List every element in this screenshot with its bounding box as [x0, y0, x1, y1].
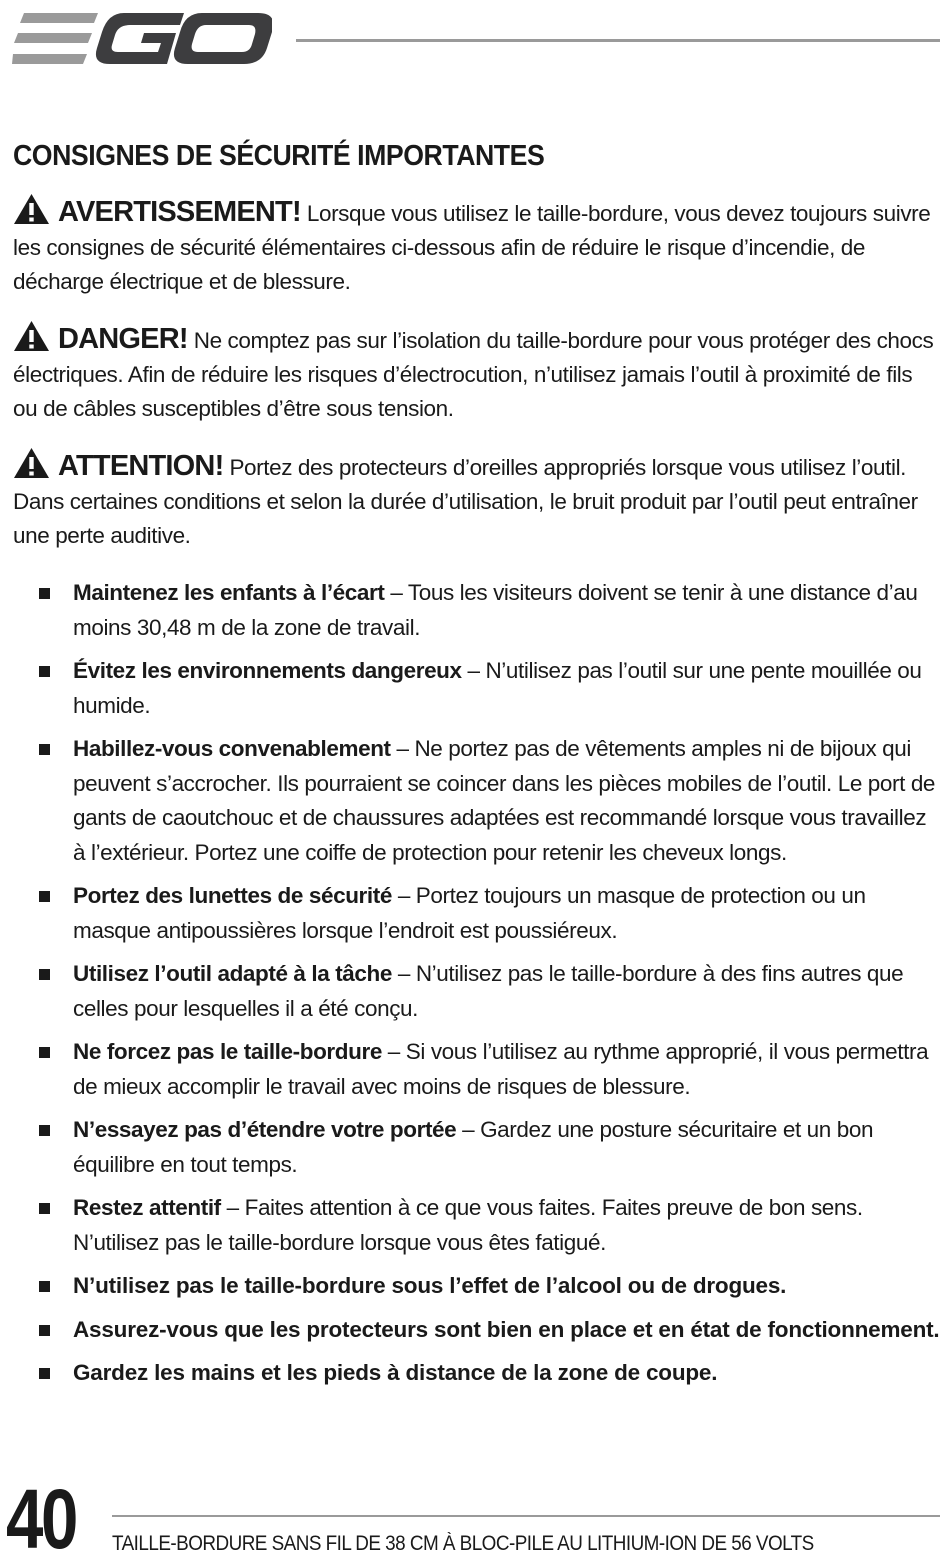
warning-triangle-icon	[13, 193, 50, 225]
list-item	[13, 1035, 940, 1104]
warning-attention	[13, 447, 940, 553]
rule-text: – Gardez une posture sécuritaire et un bon équilibre en tout temps.	[73, 1117, 874, 1177]
rule-text: – Si vous l’utilisez au rythme approprié, il vous permettra de mieux accomplir le travail avec moins de risques de blessure.	[73, 1039, 929, 1099]
list-item	[13, 1313, 940, 1348]
logo-e-bar-top	[20, 13, 98, 23]
logo-g	[96, 13, 184, 64]
bullet-square-icon	[39, 744, 50, 755]
list-item	[13, 1269, 940, 1304]
rule-heading: Évitez les environnements dangereux	[73, 658, 462, 683]
footer-text: TAILLE-BORDURE SANS FIL DE 38 CM À BLOC-PILE AU LITHIUM-ION DE 56 VOLTS	[112, 1532, 814, 1555]
warning-triangle-icon	[13, 320, 50, 352]
list-item	[13, 879, 940, 948]
rule-text: – Ne portez pas de vêtements amples ni de bijoux qui peuvent s’accrocher. Ils pourraient se coincer dans les pièces mobiles de l’outil. Le port de gants de caoutchouc et de chaussures adaptées est recommandé lorsque vous travaillez à l’extérieur. Portez une coiffe de protection pour retenir les cheveux longs.	[73, 736, 936, 865]
bullet-square-icon	[39, 666, 50, 677]
rule-heading: Portez des lunettes de sécurité	[73, 883, 392, 908]
warning-danger	[13, 320, 940, 426]
header-rule	[296, 39, 940, 42]
rule-heading: Maintenez les enfants à l’écart	[73, 580, 385, 605]
bullet-square-icon	[39, 1281, 50, 1292]
rule-text: – Faites attention à ce que vous faites. Faites preuve de bon sens. N’utilisez pas le taille-bordure lorsque vous êtes fatigué.	[73, 1195, 863, 1255]
list-item	[13, 1356, 940, 1391]
rule-heading: N’utilisez pas le taille-bordure sous l’effet de l’alcool ou de drogues.	[73, 1273, 787, 1298]
rule-heading: Ne forcez pas le taille-bordure	[73, 1039, 382, 1064]
warning-text: Portez des protecteurs d’oreilles appropriés lorsque vous utilisez l’outil. Dans certaines conditions et selon la durée d’utilisation, le bruit produit par l’outil peut entraîner une perte auditive.	[13, 455, 918, 548]
list-item	[13, 732, 940, 870]
rule-text: – N’utilisez pas le taille-bordure à des fins autres que celles pour lesquelles il a été conçu.	[73, 961, 904, 1021]
bullet-square-icon	[39, 891, 50, 902]
list-item	[13, 1191, 940, 1260]
rule-heading: Restez attentif	[73, 1195, 221, 1220]
warning-label: AVERTISSEMENT!	[58, 196, 301, 228]
rule-heading: Assurez-vous que les protecteurs sont bien en place et en état de fonctionnement.	[73, 1316, 940, 1342]
warning-triangle-icon	[13, 447, 50, 479]
rule-heading: N’essayez pas d’étendre votre portée	[73, 1117, 457, 1142]
warning-text: Ne comptez pas sur l’isolation du taille-bordure pour vous protéger des chocs électriques. Afin de réduire les risques d’électrocution, n’utilisez jamais l’outil à proximité de fils ou de câbles susceptibles d’être sous tension.	[13, 328, 934, 421]
ego-logo	[12, 10, 272, 68]
bullet-square-icon	[39, 1125, 50, 1136]
bullet-square-icon	[39, 1047, 50, 1058]
list-item	[13, 1113, 940, 1182]
warning-label: DANGER!	[58, 323, 188, 355]
list-item	[13, 957, 940, 1026]
rule-text: – Portez toujours un masque de protection ou un masque antipoussières lorsque l’endroit est poussiéreux.	[73, 883, 866, 943]
list-item	[13, 654, 940, 723]
bullet-square-icon	[39, 1325, 50, 1336]
logo-e-bar-mid	[14, 33, 92, 43]
page-number: 40	[6, 1472, 76, 1566]
safety-section	[13, 140, 940, 1400]
warning-label: ATTENTION!	[58, 450, 224, 482]
bullet-square-icon	[39, 969, 50, 980]
page-title: CONSIGNES DE SÉCURITÉ IMPORTANTES	[13, 140, 545, 172]
rule-heading: Habillez-vous convenablement	[73, 736, 391, 761]
logo-e-bar-bottom	[12, 54, 87, 64]
list-item	[13, 576, 940, 645]
bullet-square-icon	[39, 1203, 50, 1214]
safety-rules-list	[13, 576, 940, 1391]
rule-heading: Utilisez l’outil adapté à la tâche	[73, 961, 392, 986]
logo-o	[174, 13, 272, 64]
warning-text: Lorsque vous utilisez le taille-bordure, vous devez toujours suivre les consignes de sécurité élémentaires ci-dessous afin de réduire le risque d’incendie, de décharge électrique et de blessure.	[13, 201, 931, 294]
bullet-square-icon	[39, 588, 50, 599]
rule-text: – Tous les visiteurs doivent se tenir à une distance d’au moins 30,48 m de la zone de travail.	[73, 580, 918, 640]
footer-rule	[112, 1515, 940, 1517]
rule-text: – N’utilisez pas l’outil sur une pente mouillée ou humide.	[73, 658, 922, 718]
warning-avertissement	[13, 193, 940, 299]
rule-heading: Gardez les mains et les pieds à distance de la zone de coupe.	[73, 1360, 718, 1385]
bullet-square-icon	[39, 1368, 50, 1379]
